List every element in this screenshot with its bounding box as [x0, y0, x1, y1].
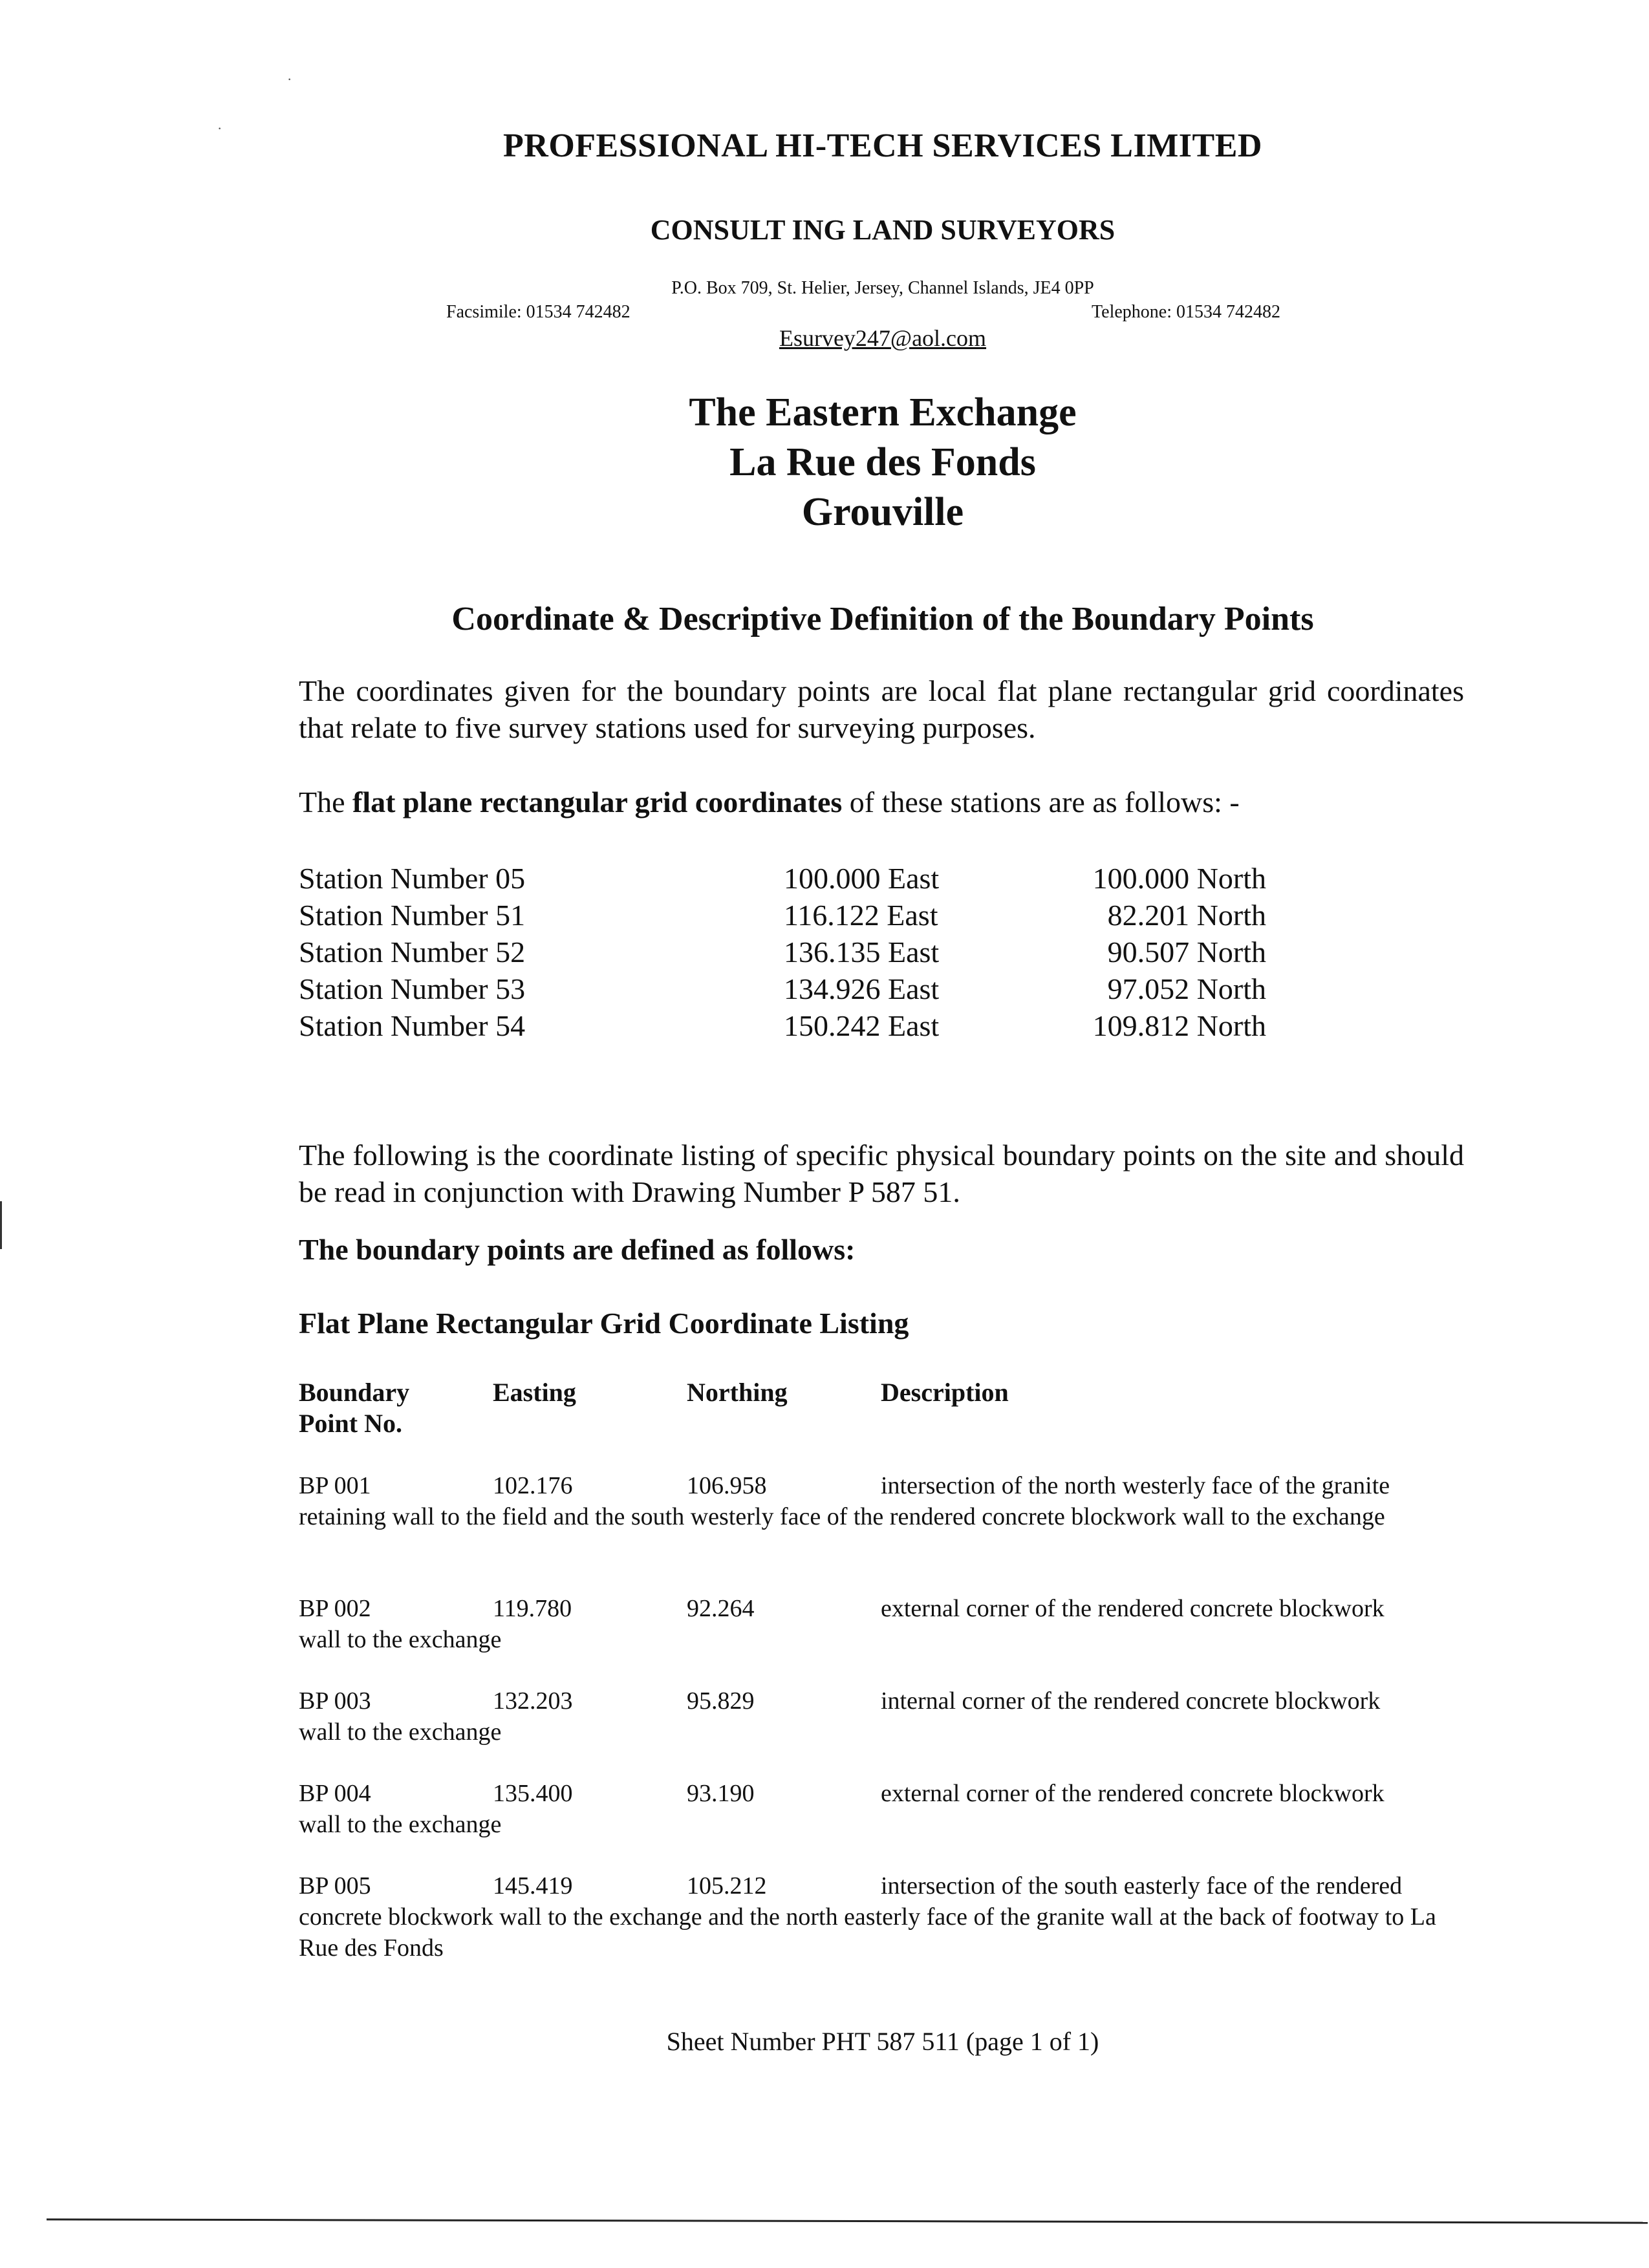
bp-description-start: external corner of the rendered concrete blockwork [881, 1780, 1385, 1807]
bp-northing: 105.212 [687, 1872, 767, 1899]
station-north: 100.000 North [1092, 862, 1266, 895]
stations-intro [299, 784, 1464, 820]
telephone-number: Telephone: 01534 742482 [1092, 302, 1280, 322]
bottom-rule [47, 2218, 1648, 2223]
site-name: The Eastern Exchange [689, 390, 1077, 434]
bp-description-rest: wall to the exchange [299, 1626, 502, 1653]
bp-description-rest: retaining wall to the field and the south westerly face of the rendered concrete blockwork wall to the exchange [299, 1503, 1385, 1530]
bp-description-start: intersection of the south easterly face of the rendered [881, 1872, 1403, 1899]
boundary-point-row [299, 1470, 1464, 1532]
header-point-line1: Boundary [299, 1378, 410, 1407]
listing-heading: Flat Plane Rectangular Grid Coordinate Listing [299, 1307, 909, 1340]
listing-intro: The following is the coordinate listing of specific physical boundary points on the site and should be read in conjunction with Drawing Number P 587 51. [299, 1139, 1464, 1208]
station-east: 150.242 East [784, 1009, 940, 1042]
defined-heading: The boundary points are defined as follows: [299, 1233, 856, 1266]
bp-northing: 93.190 [687, 1780, 755, 1807]
company-subtitle: CONSULT ING LAND SURVEYORS [650, 214, 1116, 246]
station-name: Station Number 53 [299, 972, 526, 1005]
station-east: 116.122 East [784, 899, 938, 932]
boundary-point-row [299, 1870, 1464, 1963]
email-address[interactable]: Esurvey247@aol.com [779, 325, 987, 351]
stations-intro-bold: flat plane rectangular grid coordinates [352, 786, 843, 818]
station-name: Station Number 54 [299, 1009, 526, 1042]
facsimile-number: Facsimile: 01534 742482 [446, 302, 630, 322]
bp-id: BP 001 [299, 1472, 371, 1499]
scan-speck: · [217, 120, 222, 136]
section-heading: Coordinate & Descriptive Definition of the Boundary Points [451, 601, 1314, 637]
bp-northing: 106.958 [687, 1472, 767, 1499]
site-street: La Rue des Fonds [729, 440, 1036, 484]
station-name: Station Number 52 [299, 936, 526, 968]
bp-description-start: external corner of the rendered concrete blockwork [881, 1595, 1385, 1622]
site-parish: Grouville [801, 490, 964, 534]
bp-northing: 92.264 [687, 1595, 755, 1622]
bp-id: BP 004 [299, 1780, 371, 1807]
header-point-line2: Point No. [299, 1409, 402, 1438]
bp-easting: 119.780 [493, 1595, 572, 1622]
station-east: 100.000 East [784, 862, 940, 895]
bp-id: BP 003 [299, 1687, 371, 1715]
bp-description-rest: concrete blockwork wall to the exchange and the north easterly face of the granite wall at the back of footway to La Rue des Fonds [299, 1903, 1436, 1962]
scan-speck: · [287, 71, 292, 87]
boundary-point-row [299, 1685, 1464, 1748]
company-address: P.O. Box 709, St. Helier, Jersey, Channel Islands, JE4 0PP [671, 278, 1094, 298]
station-north: 97.052 North [1107, 972, 1266, 1005]
station-east: 134.926 East [784, 972, 940, 1005]
boundary-point-row [299, 1778, 1464, 1840]
station-east: 136.135 East [784, 936, 940, 968]
header-easting: Easting [493, 1378, 576, 1407]
bp-easting: 135.400 [493, 1780, 573, 1807]
stations-intro-suffix: of these stations are as follows: - [842, 786, 1240, 818]
station-name: Station Number 05 [299, 862, 526, 895]
bp-description-rest: wall to the exchange [299, 1811, 502, 1838]
bp-easting: 132.203 [493, 1687, 573, 1715]
header-point-no [299, 1377, 409, 1439]
boundary-point-row [299, 1593, 1464, 1655]
bp-northing: 95.829 [687, 1687, 755, 1715]
bp-easting: 145.419 [493, 1872, 573, 1899]
company-name: PROFESSIONAL HI-TECH SERVICES LIMITED [503, 127, 1262, 164]
header-northing: Northing [687, 1378, 788, 1407]
intro-paragraph: The coordinates given for the boundary points are local flat plane rectangular grid coordinates that relate to five survey stations used for surveying purposes. [299, 674, 1464, 744]
bp-description-rest: wall to the exchange [299, 1718, 502, 1746]
header-description: Description [881, 1378, 1009, 1407]
station-name: Station Number 51 [299, 899, 526, 932]
station-north: 90.507 North [1107, 936, 1266, 968]
stations-intro-prefix: The [299, 786, 353, 818]
bp-id: BP 005 [299, 1872, 371, 1899]
station-north: 82.201 North [1107, 899, 1266, 932]
bp-id: BP 002 [299, 1595, 371, 1622]
station-north: 109.812 North [1092, 1009, 1266, 1042]
sheet-number: Sheet Number PHT 587 511 (page 1 of 1) [666, 2027, 1099, 2056]
scan-edge-mark [0, 1201, 2, 1249]
bp-easting: 102.176 [493, 1472, 573, 1499]
bp-description-start: internal corner of the rendered concrete blockwork [881, 1687, 1381, 1715]
bp-description-start: intersection of the north westerly face of the granite [881, 1472, 1390, 1499]
